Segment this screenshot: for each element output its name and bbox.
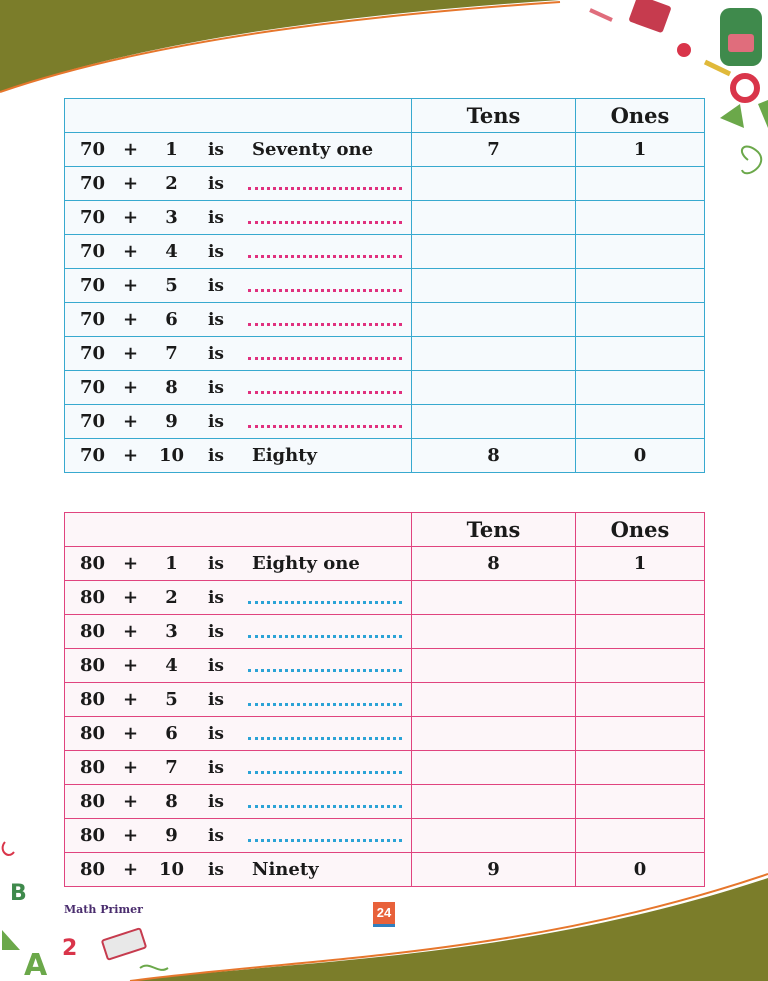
- tens-answer-cell[interactable]: [412, 751, 576, 785]
- plus-sign: +: [123, 173, 139, 194]
- addend-a: 80: [80, 791, 106, 812]
- addend-b: 7: [165, 343, 178, 364]
- plus-sign: +: [123, 791, 139, 812]
- plus-sign: +: [123, 825, 139, 846]
- ones-answer-cell[interactable]: [576, 819, 705, 853]
- is-word: is: [207, 139, 224, 160]
- ones-answer-cell[interactable]: [576, 371, 705, 405]
- addend-b: 9: [165, 411, 178, 432]
- plus-sign: +: [123, 587, 139, 608]
- addend-b: 2: [165, 587, 178, 608]
- table-row: [65, 785, 705, 819]
- plus-sign: +: [123, 343, 139, 364]
- tens-answer-cell[interactable]: [412, 201, 576, 235]
- tens-value: 8: [412, 439, 576, 473]
- plus-sign: +: [123, 139, 139, 160]
- plus-sign: +: [123, 207, 139, 228]
- ones-header: Ones: [576, 99, 705, 133]
- plus-sign: +: [123, 859, 139, 880]
- addend-a: 80: [80, 655, 106, 676]
- svg-text:A: A: [24, 948, 48, 981]
- tens-header: Tens: [412, 513, 576, 547]
- addend-a: 70: [80, 309, 106, 330]
- addend-a: 80: [80, 825, 106, 846]
- answer-blank[interactable]: [248, 219, 402, 224]
- addend-a: 70: [80, 343, 106, 364]
- svg-text:2: 2: [62, 936, 78, 961]
- addend-b: 6: [165, 723, 178, 744]
- addend-a: 70: [80, 411, 106, 432]
- tens-answer-cell[interactable]: [412, 337, 576, 371]
- is-word: is: [207, 587, 224, 608]
- plus-sign: +: [123, 689, 139, 710]
- tens-header: Tens: [412, 99, 576, 133]
- is-word: is: [207, 173, 224, 194]
- is-word: is: [207, 723, 224, 744]
- table-row: [65, 133, 705, 167]
- plus-sign: +: [123, 445, 139, 466]
- addend-b: 4: [165, 241, 178, 262]
- ones-answer-cell[interactable]: [576, 405, 705, 439]
- addend-b: 10: [158, 859, 185, 880]
- answer-blank[interactable]: [248, 423, 402, 428]
- addend-a: 70: [80, 241, 106, 262]
- bottom-olive-band: [130, 878, 768, 981]
- ones-answer-cell[interactable]: [576, 235, 705, 269]
- addend-b: 9: [165, 825, 178, 846]
- header-blank-cell: [65, 513, 412, 547]
- addend-a: 70: [80, 173, 106, 194]
- is-word: is: [207, 825, 224, 846]
- answer-blank[interactable]: [248, 701, 402, 706]
- addend-a: 80: [80, 621, 106, 642]
- answer-blank[interactable]: [248, 253, 402, 258]
- plus-sign: +: [123, 275, 139, 296]
- ones-answer-cell[interactable]: [576, 269, 705, 303]
- tens-answer-cell[interactable]: [412, 405, 576, 439]
- answer-blank[interactable]: [248, 287, 402, 292]
- ones-answer-cell[interactable]: [576, 581, 705, 615]
- addend-a: 80: [80, 723, 106, 744]
- top-olive-band: [0, 0, 560, 92]
- header-blank-cell: [65, 99, 412, 133]
- table-row: [65, 683, 705, 717]
- table-header-row: [65, 513, 705, 547]
- addend-b: 10: [158, 445, 185, 466]
- ones-value: 1: [576, 547, 705, 581]
- table-row: [65, 547, 705, 581]
- addend-a: 70: [80, 377, 106, 398]
- tens-answer-cell[interactable]: [412, 649, 576, 683]
- addend-a: 80: [80, 859, 106, 880]
- answer-blank[interactable]: [248, 769, 402, 774]
- tens-answer-cell[interactable]: [412, 235, 576, 269]
- table-row: [65, 439, 705, 473]
- svg-text:B: B: [10, 881, 27, 906]
- addend-b: 4: [165, 655, 178, 676]
- tens-answer-cell[interactable]: [412, 303, 576, 337]
- table-row: [65, 235, 705, 269]
- answer-blank[interactable]: [248, 355, 402, 360]
- ones-answer-cell[interactable]: [576, 167, 705, 201]
- addend-a: 70: [80, 139, 106, 160]
- table-row: [65, 751, 705, 785]
- table-row: [65, 337, 705, 371]
- is-word: is: [207, 411, 224, 432]
- tens-answer-cell[interactable]: [412, 785, 576, 819]
- addend-a: 80: [80, 553, 106, 574]
- tens-answer-cell[interactable]: [412, 371, 576, 405]
- table-row: [65, 853, 705, 887]
- tens-value: 7: [412, 133, 576, 167]
- plus-sign: +: [123, 309, 139, 330]
- tens-answer-cell[interactable]: [412, 581, 576, 615]
- table-row: [65, 405, 705, 439]
- tens-answer-cell[interactable]: [412, 167, 576, 201]
- tens-value: 9: [412, 853, 576, 887]
- number-word: Eighty: [252, 445, 318, 466]
- table-row: [65, 819, 705, 853]
- number-word: Eighty one: [252, 553, 360, 574]
- is-word: is: [207, 275, 224, 296]
- answer-blank[interactable]: [248, 389, 402, 394]
- is-word: is: [207, 309, 224, 330]
- addend-b: 5: [165, 689, 178, 710]
- table-row: [65, 303, 705, 337]
- answer-blank[interactable]: [248, 803, 402, 808]
- addend-b: 2: [165, 173, 178, 194]
- plus-sign: +: [123, 723, 139, 744]
- addend-a: 70: [80, 207, 106, 228]
- addend-a: 80: [80, 587, 106, 608]
- is-word: is: [207, 757, 224, 778]
- addend-b: 1: [165, 139, 178, 160]
- addend-b: 3: [165, 207, 178, 228]
- plus-sign: +: [123, 655, 139, 676]
- answer-blank[interactable]: [248, 735, 402, 740]
- worksheet-table-seventies: [64, 98, 705, 473]
- number-word: Ninety: [252, 859, 319, 880]
- ones-answer-cell[interactable]: [576, 201, 705, 235]
- answer-blank[interactable]: [248, 633, 402, 638]
- ones-value: 1: [576, 133, 705, 167]
- answer-blank[interactable]: [248, 599, 402, 604]
- table-row: [65, 649, 705, 683]
- addend-b: 8: [165, 791, 178, 812]
- plus-sign: +: [123, 621, 139, 642]
- addend-b: 8: [165, 377, 178, 398]
- is-word: is: [207, 241, 224, 262]
- answer-blank[interactable]: [248, 185, 402, 190]
- ones-value: 0: [576, 853, 705, 887]
- table-row: [65, 269, 705, 303]
- is-word: is: [207, 553, 224, 574]
- ones-answer-cell[interactable]: [576, 615, 705, 649]
- table-row: [65, 201, 705, 235]
- tens-value: 8: [412, 547, 576, 581]
- is-word: is: [207, 689, 224, 710]
- table-header-row: [65, 99, 705, 133]
- plus-sign: +: [123, 553, 139, 574]
- addend-b: 6: [165, 309, 178, 330]
- table-row: [65, 167, 705, 201]
- addend-a: 80: [80, 689, 106, 710]
- is-word: is: [207, 791, 224, 812]
- ones-answer-cell[interactable]: [576, 649, 705, 683]
- is-word: is: [207, 445, 224, 466]
- plus-sign: +: [123, 241, 139, 262]
- ones-answer-cell[interactable]: [576, 683, 705, 717]
- tens-answer-cell[interactable]: [412, 717, 576, 751]
- tens-answer-cell[interactable]: [412, 269, 576, 303]
- answer-blank[interactable]: [248, 321, 402, 326]
- ones-answer-cell[interactable]: [576, 751, 705, 785]
- ones-header: Ones: [576, 513, 705, 547]
- ones-answer-cell[interactable]: [576, 717, 705, 751]
- plus-sign: +: [123, 757, 139, 778]
- is-word: is: [207, 655, 224, 676]
- is-word: is: [207, 207, 224, 228]
- addend-b: 5: [165, 275, 178, 296]
- addend-b: 1: [165, 553, 178, 574]
- addend-a: 80: [80, 757, 106, 778]
- table-row: [65, 717, 705, 751]
- page-number: 24: [373, 902, 395, 927]
- table-row: [65, 371, 705, 405]
- is-word: is: [207, 343, 224, 364]
- ones-value: 0: [576, 439, 705, 473]
- book-title: Math Primer: [64, 903, 143, 916]
- plus-sign: +: [123, 411, 139, 432]
- is-word: is: [207, 377, 224, 398]
- number-word: Seventy one: [252, 139, 374, 160]
- answer-blank[interactable]: [248, 667, 402, 672]
- table-row: [65, 615, 705, 649]
- plus-sign: +: [123, 377, 139, 398]
- ones-answer-cell[interactable]: [576, 337, 705, 371]
- addend-b: 3: [165, 621, 178, 642]
- ones-answer-cell[interactable]: [576, 303, 705, 337]
- tens-answer-cell[interactable]: [412, 683, 576, 717]
- tens-answer-cell[interactable]: [412, 819, 576, 853]
- worksheet-table-eighties: [64, 512, 705, 887]
- table-row: [65, 581, 705, 615]
- is-word: is: [207, 859, 224, 880]
- tens-answer-cell[interactable]: [412, 615, 576, 649]
- answer-blank[interactable]: [248, 837, 402, 842]
- is-word: is: [207, 621, 224, 642]
- ones-answer-cell[interactable]: [576, 785, 705, 819]
- addend-a: 70: [80, 275, 106, 296]
- addend-b: 7: [165, 757, 178, 778]
- addend-a: 70: [80, 445, 106, 466]
